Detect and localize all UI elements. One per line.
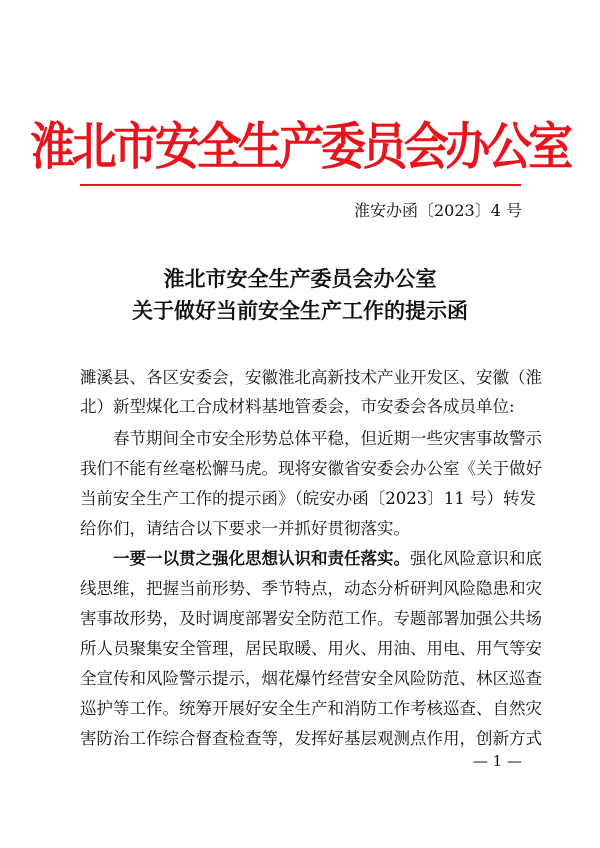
recipients-line-2: 北）新型煤化工合成材料基地管委会，市安委会各成员单位: xyxy=(80,397,515,416)
section-1-line-2: 线思维，把握当前形势、季节特点，动态分析研判风险隐患和灾 xyxy=(80,579,542,598)
document-number: 淮安办函〔2023〕4 号 xyxy=(354,201,522,220)
document-title-line-2: 关于做好当前安全生产工作的提示函 xyxy=(132,299,468,323)
section-1-line-4: 所人员聚集安全管理，居民取暖、用火、用油、用电、用气等安 xyxy=(80,639,542,658)
section-1-text-start: 强化风险意识和底 xyxy=(410,549,542,568)
section-1-line-7: 害防治工作综合督查检查等，发挥好基层观测点作用，创新方式 xyxy=(80,729,542,748)
paragraph-1-line-2: 我们不能有丝毫松懈马虎。现将安徽省安委会办公室《关于做好 xyxy=(80,459,542,478)
recipients-line-1: 濉溪县、各区安委会，安徽淮北高新技术产业开发区、安徽（淮 xyxy=(80,368,542,387)
section-1-line-1 xyxy=(80,548,542,570)
section-1-line-6: 巡护等工作。统筹开展好安全生产和消防工作考核巡查、自然灾 xyxy=(80,699,542,718)
section-1-heading: 一要一以贯之强化思想认识和责任落实。 xyxy=(80,549,410,568)
paragraph-1-line-1: 春节期间全市安全形势总体平稳，但近期一些灾害事故警示 xyxy=(80,429,542,448)
masthead-title: 淮北市安全生产委员会办公室 xyxy=(30,116,570,177)
masthead-red-rule xyxy=(80,184,521,186)
page-number: — 1 — xyxy=(472,752,522,770)
paragraph-1-line-4: 给你们，请结合以下要求一并抓好贯彻落实。 xyxy=(80,519,410,538)
section-1-line-3: 害事故形势，及时调度部署安全防范工作。专题部署加强公共场 xyxy=(80,609,542,628)
document-title-line-1: 淮北市安全生产委员会办公室 xyxy=(163,267,437,291)
section-1-line-5: 全宣传和风险警示提示，烟花爆竹经营安全风险防范、林区巡查 xyxy=(80,669,542,688)
paragraph-1-line-3: 当前安全生产工作的提示函》（皖安办函〔2023〕11 号）转发 xyxy=(80,489,536,508)
